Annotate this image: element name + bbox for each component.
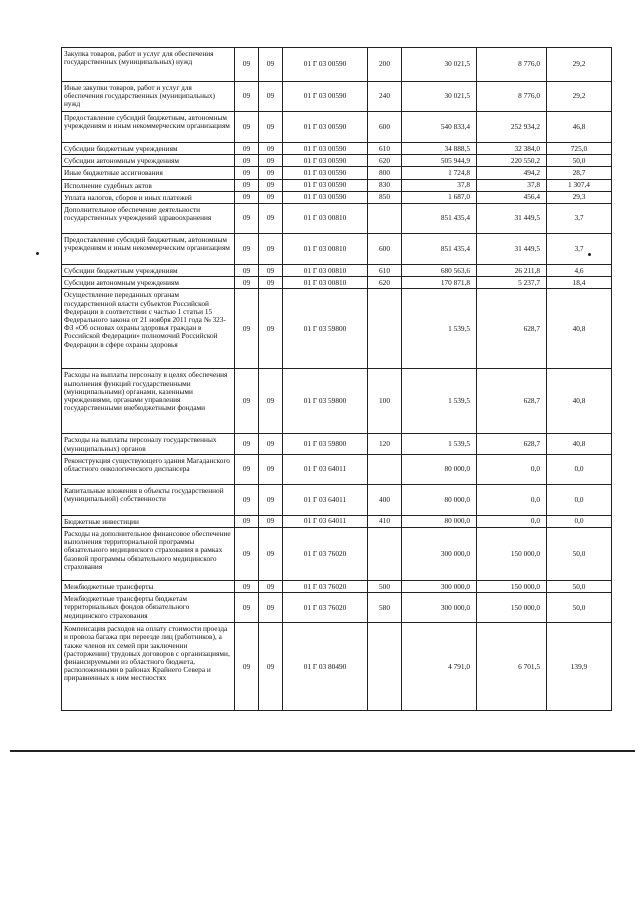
percent-cell: 3,7	[547, 204, 612, 234]
executed-amount-cell: 8 776,0	[477, 48, 547, 82]
executed-amount-cell: 0,0	[477, 515, 547, 527]
planned-amount-cell: 1 724,8	[402, 167, 477, 179]
planned-amount-cell: 851 435,4	[402, 204, 477, 234]
subsection-code-cell: 09	[259, 289, 283, 369]
executed-amount-cell: 5 237,7	[477, 277, 547, 289]
subsection-code-cell: 09	[259, 191, 283, 203]
planned-amount-cell: 1 687,0	[402, 191, 477, 203]
executed-amount-cell: 150 000,0	[477, 528, 547, 581]
target-article-cell: 01 Г 03 00810	[283, 204, 368, 234]
subsection-code-cell: 09	[259, 277, 283, 289]
expense-type-cell: 120	[368, 434, 402, 454]
expense-type-cell	[368, 204, 402, 234]
row-name-cell: Бюджетные инвестиции	[62, 515, 235, 527]
target-article-cell: 01 Г 03 00590	[283, 112, 368, 143]
target-article-cell: 01 Г 03 00590	[283, 167, 368, 179]
table-row	[62, 277, 612, 289]
row-name-cell: Закупка товаров, работ и услуг для обеспечения государственных (муниципальных) нужд	[62, 48, 235, 82]
expense-type-cell: 610	[368, 143, 402, 155]
planned-amount-cell: 505 944,9	[402, 155, 477, 167]
table-row	[62, 143, 612, 155]
percent-cell: 29,3	[547, 191, 612, 203]
row-name-cell: Субсидии автономным учреждениям	[62, 155, 235, 167]
table-row	[62, 434, 612, 454]
target-article-cell: 01 Г 03 64011	[283, 484, 368, 515]
planned-amount-cell: 34 888,5	[402, 143, 477, 155]
subsection-code-cell: 09	[259, 204, 283, 234]
executed-amount-cell: 26 211,8	[477, 265, 547, 277]
executed-amount-cell: 628,7	[477, 369, 547, 434]
executed-amount-cell: 0,0	[477, 454, 547, 484]
subsection-code-cell: 09	[259, 143, 283, 155]
subsection-code-cell: 09	[259, 484, 283, 515]
row-name-cell: Осуществление переданных органам государственной власти субъектов Российской Федерации в соответствии с частью 1 статьи 15 Федерального закона от 21 ноября 2011 года № 323-ФЗ «Об основах охраны здоровья граждан в Российской Федерации» полномочий Российской Федерации в сфере охраны здоровья	[62, 289, 235, 369]
expense-type-cell: 620	[368, 277, 402, 289]
table-row	[62, 484, 612, 515]
table-row	[62, 593, 612, 623]
scan-speck	[36, 252, 39, 255]
row-name-cell: Иные бюджетные ассигнования	[62, 167, 235, 179]
subsection-code-cell: 09	[259, 167, 283, 179]
section-code-cell: 09	[235, 369, 259, 434]
subsection-code-cell: 09	[259, 155, 283, 167]
section-code-cell: 09	[235, 234, 259, 265]
section-code-cell: 09	[235, 167, 259, 179]
row-name-cell: Расходы на выплаты персоналу в целях обеспечения выполнения функций государственными (муниципальными) органами, казенными учреждениями, органами управления государственными внебюджетными фондами	[62, 369, 235, 434]
section-code-cell: 09	[235, 277, 259, 289]
subsection-code-cell: 09	[259, 434, 283, 454]
section-code-cell: 09	[235, 434, 259, 454]
row-name-cell: Исполнение судебных актов	[62, 179, 235, 191]
expense-type-cell: 620	[368, 155, 402, 167]
expense-type-cell	[368, 528, 402, 581]
target-article-cell: 01 Г 03 64011	[283, 515, 368, 527]
planned-amount-cell: 300 000,0	[402, 528, 477, 581]
table-row	[62, 515, 612, 527]
planned-amount-cell: 1 539,5	[402, 289, 477, 369]
executed-amount-cell: 150 000,0	[477, 581, 547, 593]
planned-amount-cell: 851 435,4	[402, 234, 477, 265]
executed-amount-cell: 628,7	[477, 434, 547, 454]
planned-amount-cell: 30 021,5	[402, 82, 477, 112]
target-article-cell: 01 Г 03 00590	[283, 179, 368, 191]
executed-amount-cell: 32 384,0	[477, 143, 547, 155]
expense-type-cell: 410	[368, 515, 402, 527]
table-row	[62, 48, 612, 82]
table-row	[62, 623, 612, 711]
section-code-cell: 09	[235, 289, 259, 369]
percent-cell: 4,6	[547, 265, 612, 277]
row-name-cell: Уплата налогов, сборов и иных платежей	[62, 191, 235, 203]
percent-cell: 29,2	[547, 82, 612, 112]
row-name-cell: Межбюджетные трансферты	[62, 581, 235, 593]
expense-type-cell: 200	[368, 48, 402, 82]
target-article-cell: 01 Г 03 80490	[283, 623, 368, 711]
row-name-cell: Субсидии бюджетным учреждениям	[62, 143, 235, 155]
subsection-code-cell: 09	[259, 369, 283, 434]
executed-amount-cell: 494,2	[477, 167, 547, 179]
percent-cell: 1 307,4	[547, 179, 612, 191]
percent-cell: 0,0	[547, 515, 612, 527]
target-article-cell: 01 Г 03 59800	[283, 289, 368, 369]
expense-type-cell: 610	[368, 265, 402, 277]
target-article-cell: 01 Г 03 00590	[283, 191, 368, 203]
planned-amount-cell: 80 000,0	[402, 515, 477, 527]
planned-amount-cell: 540 833,4	[402, 112, 477, 143]
row-name-cell: Компенсация расходов на оплату стоимости проезда и провоза багажа при переезде лиц (работников), а также членов их семей при заключении (расторжении) трудовых договоров с организациями, финансируемыми из областного бюджета, расположенными в районах Крайнего Севера и приравненных к ним местностях	[62, 623, 235, 711]
percent-cell: 18,4	[547, 277, 612, 289]
expense-type-cell: 500	[368, 581, 402, 593]
planned-amount-cell: 4 791,0	[402, 623, 477, 711]
planned-amount-cell: 170 871,8	[402, 277, 477, 289]
planned-amount-cell: 300 000,0	[402, 593, 477, 623]
executed-amount-cell: 252 934,2	[477, 112, 547, 143]
expense-type-cell: 100	[368, 369, 402, 434]
executed-amount-cell: 37,8	[477, 179, 547, 191]
section-code-cell: 09	[235, 484, 259, 515]
expense-type-cell: 400	[368, 484, 402, 515]
expense-type-cell: 850	[368, 191, 402, 203]
target-article-cell: 01 Г 03 00810	[283, 234, 368, 265]
target-article-cell: 01 Г 03 76020	[283, 528, 368, 581]
subsection-code-cell: 09	[259, 179, 283, 191]
planned-amount-cell: 1 539,5	[402, 434, 477, 454]
planned-amount-cell: 80 000,0	[402, 484, 477, 515]
scan-speck	[588, 253, 591, 256]
percent-cell: 29,2	[547, 48, 612, 82]
section-code-cell: 09	[235, 204, 259, 234]
percent-cell: 3,7	[547, 234, 612, 265]
expense-type-cell: 600	[368, 112, 402, 143]
section-code-cell: 09	[235, 48, 259, 82]
subsection-code-cell: 09	[259, 234, 283, 265]
row-name-cell: Предоставление субсидий бюджетным, автономным учреждениям и иным некоммерческим организациям	[62, 112, 235, 143]
percent-cell: 40,8	[547, 369, 612, 434]
executed-amount-cell: 220 550,2	[477, 155, 547, 167]
section-code-cell: 09	[235, 155, 259, 167]
row-name-cell: Дополнительное обеспечение деятельности государственных учреждений здравоохранения	[62, 204, 235, 234]
row-name-cell: Иные закупки товаров, работ и услуг для обеспечения государственных (муниципальных) нужд	[62, 82, 235, 112]
percent-cell: 50,0	[547, 528, 612, 581]
table-row	[62, 454, 612, 484]
row-name-cell: Субсидии автономным учреждениям	[62, 277, 235, 289]
target-article-cell: 01 Г 03 00590	[283, 82, 368, 112]
target-article-cell: 01 Г 03 76020	[283, 593, 368, 623]
budget-table	[61, 47, 612, 711]
table-row	[62, 369, 612, 434]
section-code-cell: 09	[235, 593, 259, 623]
expense-type-cell: 800	[368, 167, 402, 179]
subsection-code-cell: 09	[259, 82, 283, 112]
table-row	[62, 155, 612, 167]
section-code-cell: 09	[235, 623, 259, 711]
target-article-cell: 01 Г 03 00590	[283, 48, 368, 82]
row-name-cell: Реконструкция существующего здания Магаданского областного онкологического диспансера	[62, 454, 235, 484]
table-row	[62, 167, 612, 179]
subsection-code-cell: 09	[259, 515, 283, 527]
section-code-cell: 09	[235, 191, 259, 203]
planned-amount-cell: 300 000,0	[402, 581, 477, 593]
subsection-code-cell: 09	[259, 454, 283, 484]
subsection-code-cell: 09	[259, 623, 283, 711]
expense-type-cell	[368, 454, 402, 484]
row-name-cell: Расходы на выплаты персоналу государственных (муниципальных) органов	[62, 434, 235, 454]
subsection-code-cell: 09	[259, 593, 283, 623]
section-code-cell: 09	[235, 112, 259, 143]
row-name-cell: Субсидии бюджетным учреждениям	[62, 265, 235, 277]
planned-amount-cell: 1 539,5	[402, 369, 477, 434]
table-row	[62, 191, 612, 203]
executed-amount-cell: 8 776,0	[477, 82, 547, 112]
percent-cell: 139,9	[547, 623, 612, 711]
table-row	[62, 528, 612, 581]
percent-cell: 28,7	[547, 167, 612, 179]
percent-cell: 46,8	[547, 112, 612, 143]
table-row	[62, 82, 612, 112]
target-article-cell: 01 Г 03 59800	[283, 369, 368, 434]
page-divider	[10, 750, 635, 752]
table-row	[62, 265, 612, 277]
planned-amount-cell: 80 000,0	[402, 454, 477, 484]
percent-cell: 40,8	[547, 289, 612, 369]
percent-cell: 50,0	[547, 155, 612, 167]
percent-cell: 725,0	[547, 143, 612, 155]
expense-type-cell: 240	[368, 82, 402, 112]
subsection-code-cell: 09	[259, 581, 283, 593]
target-article-cell: 01 Г 03 00590	[283, 143, 368, 155]
target-article-cell: 01 Г 03 59800	[283, 434, 368, 454]
executed-amount-cell: 150 000,0	[477, 593, 547, 623]
executed-amount-cell: 628,7	[477, 289, 547, 369]
percent-cell: 0,0	[547, 454, 612, 484]
planned-amount-cell: 680 563,6	[402, 265, 477, 277]
row-name-cell: Капитальные вложения в объекты государственной (муниципальной) собственности	[62, 484, 235, 515]
section-code-cell: 09	[235, 528, 259, 581]
expense-type-cell: 580	[368, 593, 402, 623]
subsection-code-cell: 09	[259, 528, 283, 581]
planned-amount-cell: 30 021,5	[402, 48, 477, 82]
target-article-cell: 01 Г 03 00810	[283, 265, 368, 277]
subsection-code-cell: 09	[259, 112, 283, 143]
section-code-cell: 09	[235, 265, 259, 277]
section-code-cell: 09	[235, 82, 259, 112]
target-article-cell: 01 Г 03 00590	[283, 155, 368, 167]
expense-type-cell	[368, 289, 402, 369]
table-row	[62, 112, 612, 143]
executed-amount-cell: 0,0	[477, 484, 547, 515]
subsection-code-cell: 09	[259, 265, 283, 277]
target-article-cell: 01 Г 03 76020	[283, 581, 368, 593]
percent-cell: 40,8	[547, 434, 612, 454]
table-row	[62, 234, 612, 265]
row-name-cell: Межбюджетные трансферты бюджетам территориальных фондов обязательного медицинского страхования	[62, 593, 235, 623]
percent-cell: 0,0	[547, 484, 612, 515]
executed-amount-cell: 31 449,5	[477, 234, 547, 265]
executed-amount-cell: 31 449,5	[477, 204, 547, 234]
executed-amount-cell: 6 701,5	[477, 623, 547, 711]
section-code-cell: 09	[235, 179, 259, 191]
expense-type-cell: 830	[368, 179, 402, 191]
percent-cell: 50,0	[547, 593, 612, 623]
section-code-cell: 09	[235, 454, 259, 484]
executed-amount-cell: 456,4	[477, 191, 547, 203]
table-row	[62, 289, 612, 369]
row-name-cell: Расходы на дополнительное финансовое обеспечение выполнения территориальной программы обязательного медицинского страхования в рамках базовой программы обязательного медицинского страхования	[62, 528, 235, 581]
table-row	[62, 204, 612, 234]
table-row	[62, 581, 612, 593]
row-name-cell: Предоставление субсидий бюджетным, автономным учреждениям и иным некоммерческим организациям	[62, 234, 235, 265]
expense-type-cell: 600	[368, 234, 402, 265]
table-row	[62, 179, 612, 191]
target-article-cell: 01 Г 03 64011	[283, 454, 368, 484]
percent-cell: 50,0	[547, 581, 612, 593]
section-code-cell: 09	[235, 515, 259, 527]
subsection-code-cell: 09	[259, 48, 283, 82]
section-code-cell: 09	[235, 143, 259, 155]
target-article-cell: 01 Г 03 00810	[283, 277, 368, 289]
planned-amount-cell: 37,8	[402, 179, 477, 191]
section-code-cell: 09	[235, 581, 259, 593]
expense-type-cell	[368, 623, 402, 711]
